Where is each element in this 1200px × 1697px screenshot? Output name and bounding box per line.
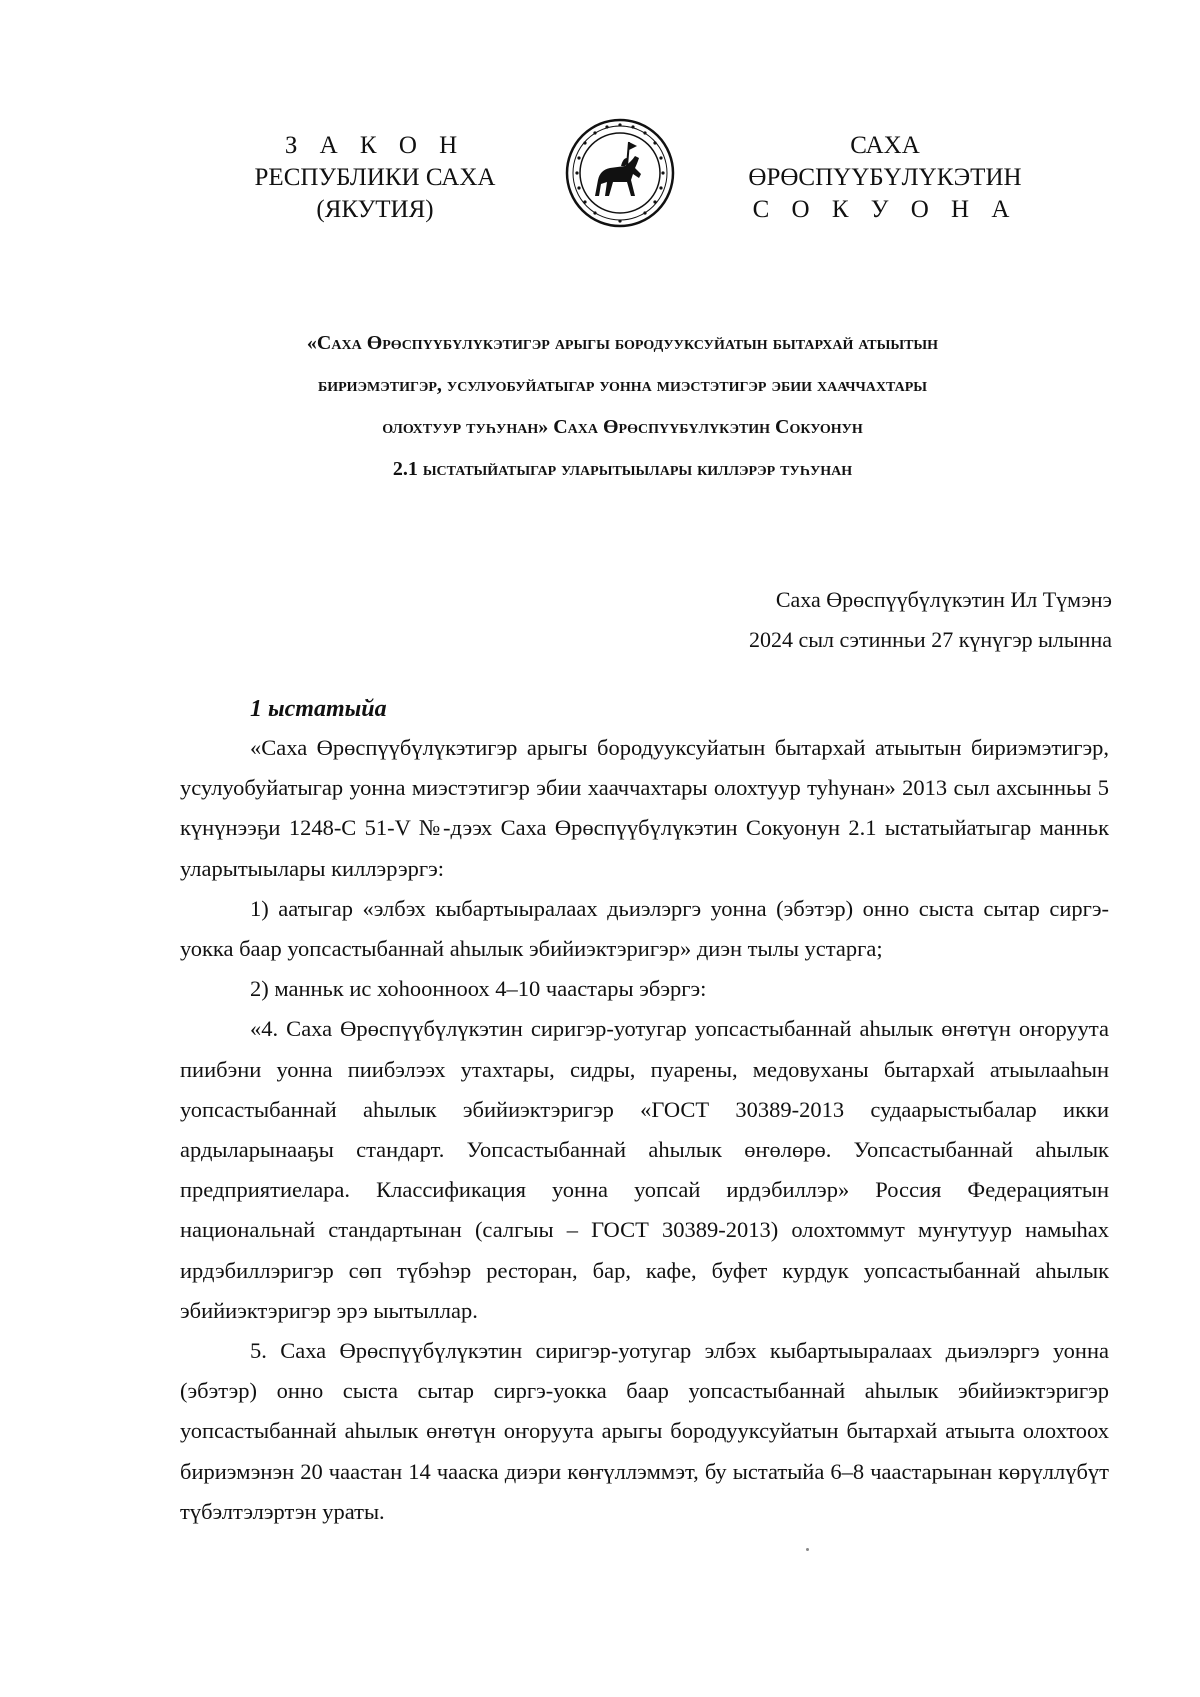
law-title-line3: олохтуур туһунан» Саха Өрөспүүбүлүкэтин Сокуонун bbox=[382, 416, 863, 438]
header-right bbox=[715, 130, 1055, 226]
adoption-info bbox=[749, 580, 1112, 660]
law-title-line4: 2.1 ыстатыйатыгар уларытыылары киллэрэр туһунан bbox=[392, 458, 853, 480]
article-paragraph: 5. Саха Өрөспүүбүлүкэтин сиригэр-уотугар элбэх кыбартыыралаах дьиэлэргэ уонна (эбэтэр) онно сыста сытар сиргэ-уокка баар уопсастыбаннай аһылык эбийиэктэригэр уопсастыбаннай аһылык өҥөтүн оҥоруута арыгы бородууксуйатын бытархай атыыта олохтоох бириэмэнэн 20 чаастан 14 чааска диэри көҥүллэммэт, бу ыстатыйа 6–8 чаастарынан көрүллүбүт түбэлтэлэртэн ураты. bbox=[180, 1338, 1109, 1524]
law-title bbox=[150, 322, 1095, 490]
coat-of-arms-emblem-icon bbox=[565, 118, 675, 228]
header-left-line1: З А К О Н bbox=[284, 132, 466, 159]
article-paragraph: 2) манньк ис хоһоонноох 4–10 чаастары эбэргэ: bbox=[250, 976, 707, 1002]
article-paragraph: «4. Саха Өрөспүүбүлүкэтин сиригэр-уотугар уопсастыбаннай аһылык өҥөтүн оҥоруута пиибэни уонна пиибэлээх утахтары, сидры, пуарены, медовуханы бытархай атыылааһын уопсастыбаннай аһылык эбийиэктэригэр «ГОСТ 30389-2013 судаарыстыбалар икки ардыларынааҕы стандарт. Уопсастыбаннай аһылык өҥөлөрө. Уопсастыбаннай аһылык предприятиелара. Классификация уонна уопсай ирдэбиллэр» Россия Федерациятын национальнай стандартынан (салгыы – ГОСТ 30389-2013) олохтоммут муҥутуур намыһах ирдэбиллэригэр сөп түбэһэр ресторан, бар, кафе, буфет курдук уопсастыбаннай аһылык эбийиэктэригэр эрэ ыытыллар. bbox=[180, 1016, 1109, 1323]
law-title-line1: «Саха Өрөспүүбүлүкэтигэр арыгы бородууксуйатын бытархай атыытын bbox=[306, 332, 939, 354]
article-body bbox=[180, 728, 1109, 1532]
law-title-line2: бириэмэтигэр, усулуобуйатыгар уонна миэстэтигэр эбии хааччахтары bbox=[317, 374, 928, 396]
article-paragraph: 1) аатыгар «элбэх кыбартыыралаах дьиэлэргэ уонна (эбэтэр) онно сыста сытар сиргэ-уокка баар уопсастыбаннай аһылык эбийиэктэригэр» диэн тылы устарга; bbox=[180, 895, 1109, 962]
scan-mark bbox=[806, 1548, 809, 1551]
header-right-line1: САХА ӨРӨСПҮҮБҮЛҮКЭТИН bbox=[748, 132, 1022, 191]
adoption-body: Саха Өрөспүүбүлүкэтин Ил Түмэнэ bbox=[775, 587, 1112, 612]
header-left bbox=[205, 130, 545, 226]
article-paragraph: «Саха Өрөспүүбүлүкэтигэр арыгы бородууксуйатын бытархай атыытын бириэмэтигэр, усулуобуйатыгар уонна миэстэтигэр эбии хааччахтары олохтуур туһунан» 2013 сыл ахсынньы 5 күнүнээҕи 1248-С 51-V №-дээх Саха Өрөспүүбүлүкэтин Сокуонун 2.1 ыстатыйатыгар манньк уларытыылары киллэрэргэ: bbox=[180, 735, 1109, 881]
article-heading: 1 ыстатыйа bbox=[250, 696, 387, 722]
header-right-line2: С О К У О Н А bbox=[752, 196, 1018, 223]
header-left-line2: РЕСПУБЛИКИ САХА (ЯКУТИЯ) bbox=[254, 164, 496, 223]
adoption-date: 2024 сыл сэтинньи 27 күнүгэр ылынна bbox=[748, 627, 1112, 652]
